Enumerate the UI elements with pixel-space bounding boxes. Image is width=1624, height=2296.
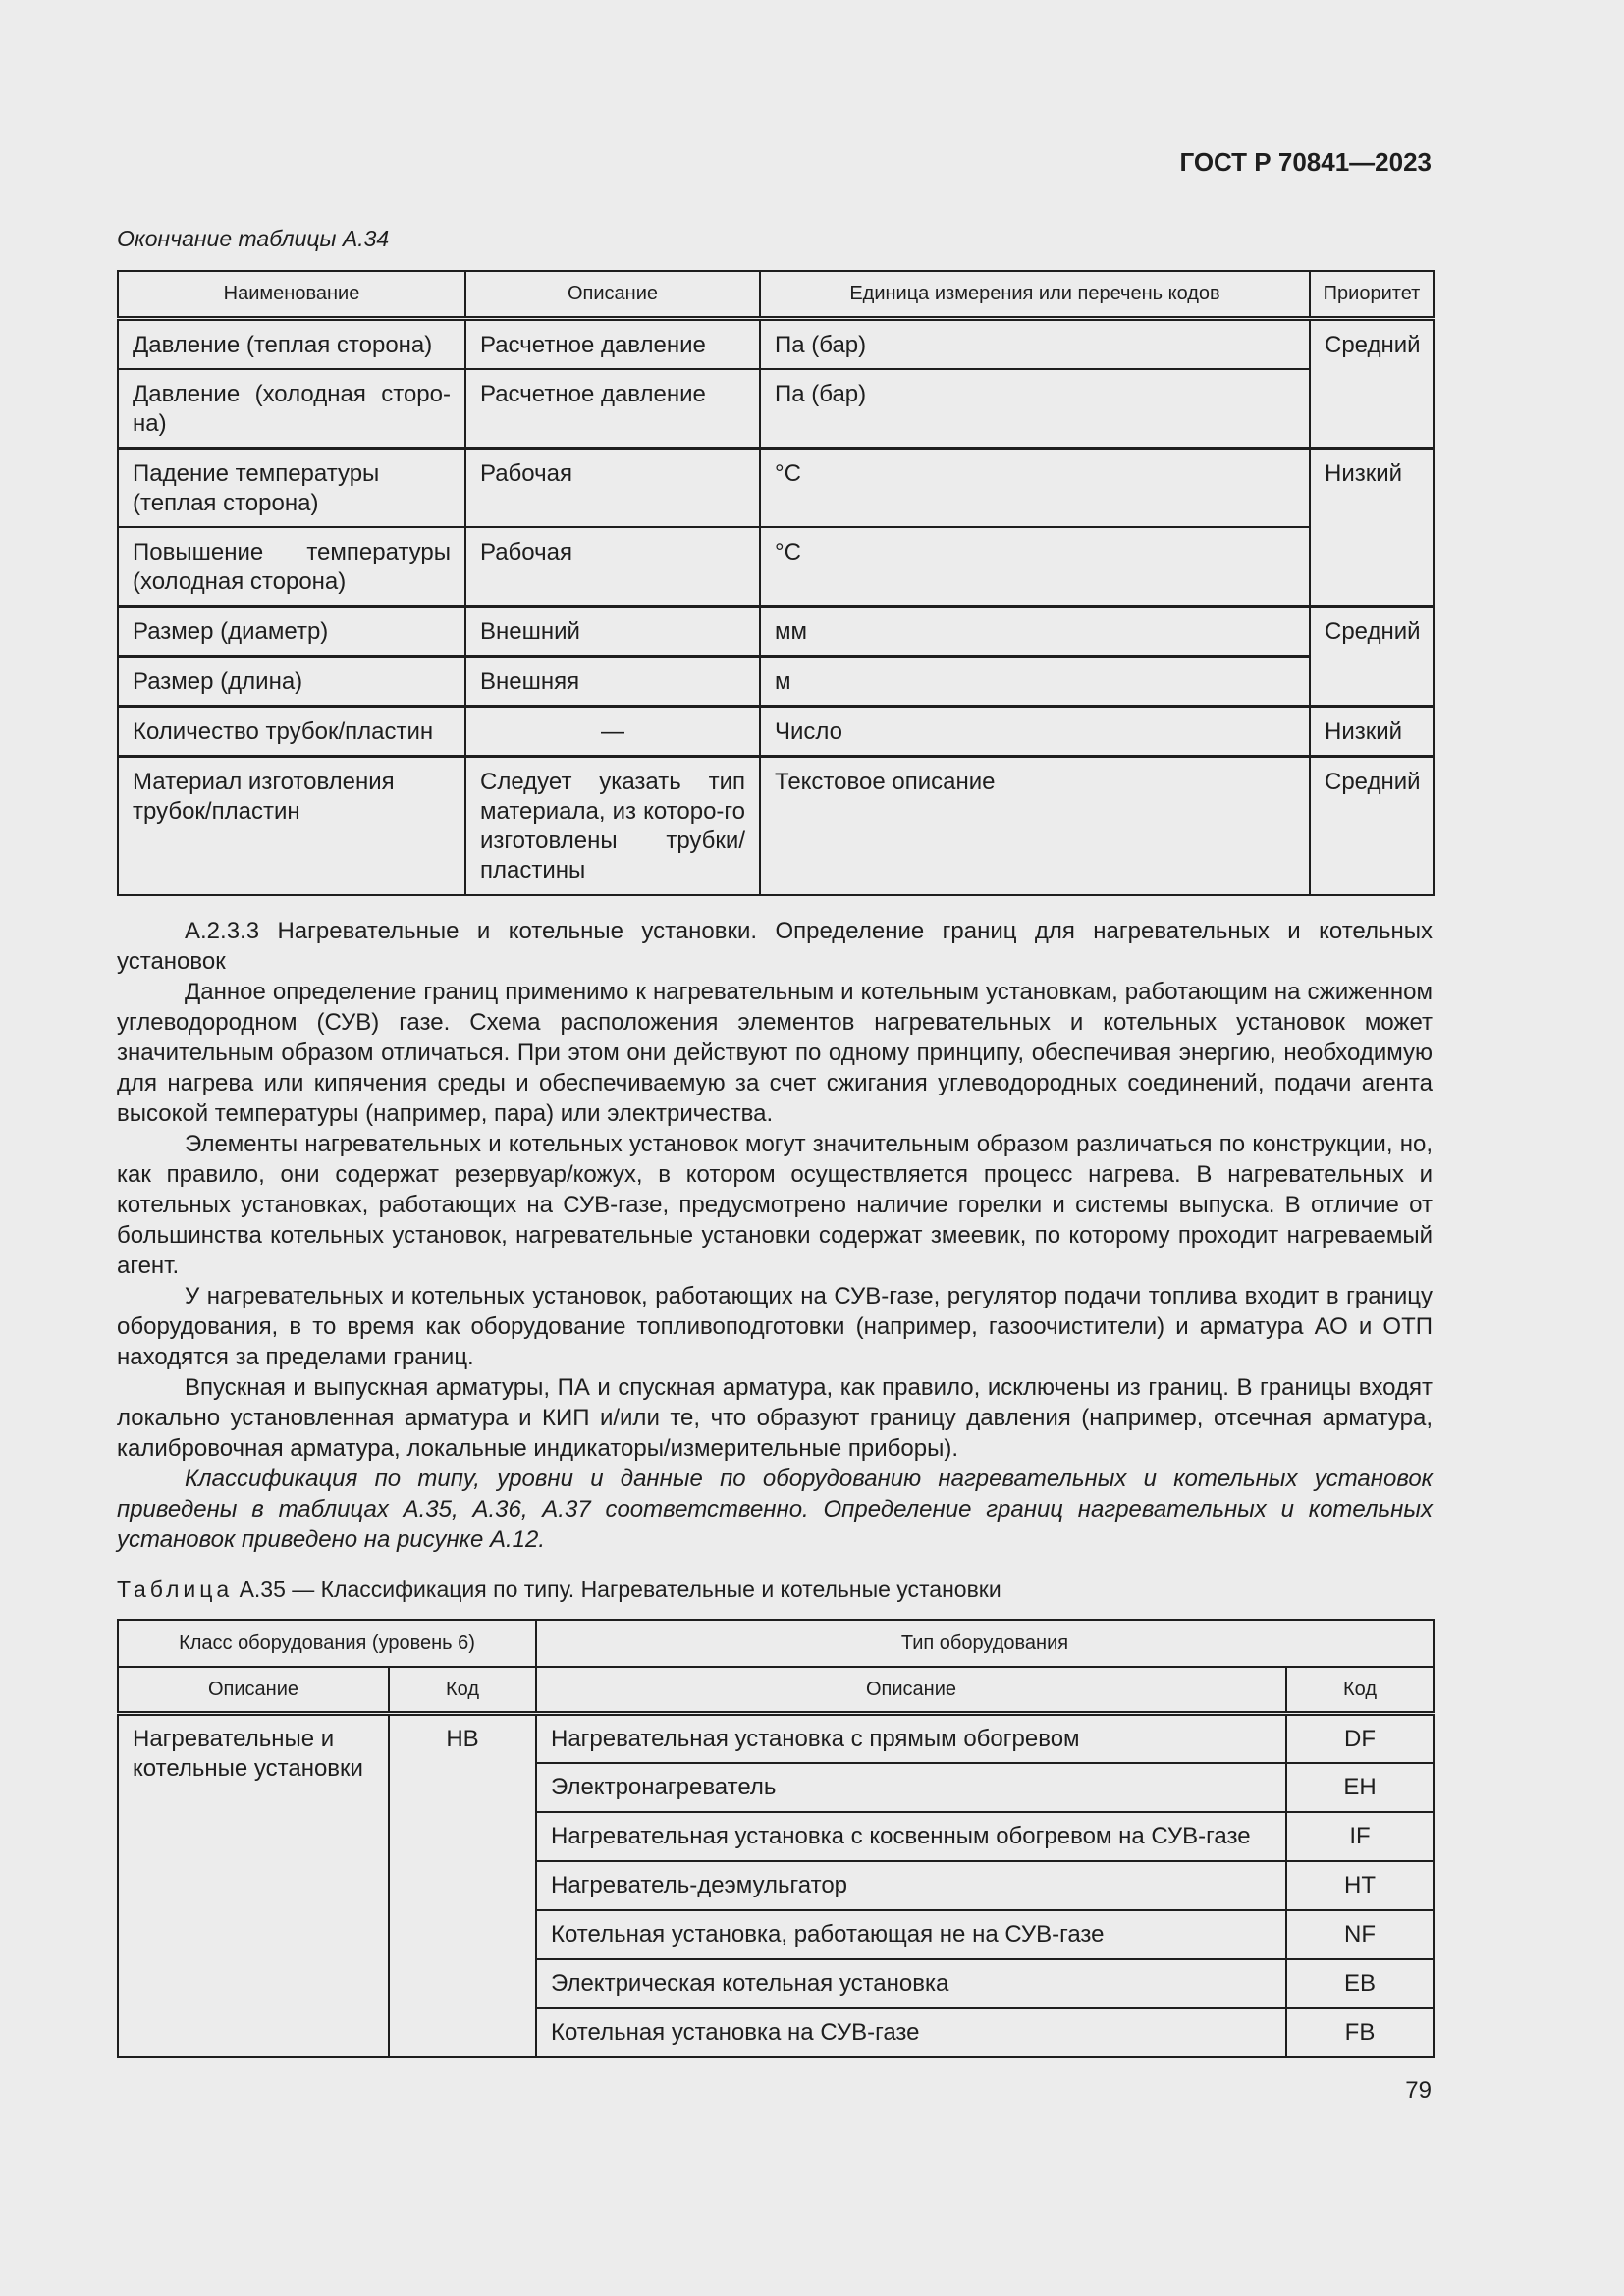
cell-description: Расчетное давление <box>465 319 760 370</box>
cell-type-description: Котельная установка, работающая не на СУВ-газе <box>536 1910 1286 1959</box>
cell-priority: Средний <box>1310 757 1434 895</box>
cell-description: Внешний <box>465 607 760 657</box>
cell-type-code: DF <box>1286 1714 1434 1763</box>
cell-name: Давление (теплая сторона) <box>118 319 465 370</box>
cell-unit: °C <box>760 449 1310 528</box>
cell-type-code: NF <box>1286 1910 1434 1959</box>
subheader-description: Описание <box>536 1667 1286 1714</box>
table-row <box>118 319 1434 370</box>
subheader-code: Код <box>389 1667 536 1714</box>
cell-type-code: EH <box>1286 1763 1434 1812</box>
table-caption-title: А.35 — Классификация по типу. Нагревательные и котельные установки <box>233 1576 1001 1602</box>
cell-type-code: FB <box>1286 2008 1434 2057</box>
table-row <box>118 527 1434 607</box>
cell-name: Давление (холодная сторо-на) <box>118 369 465 449</box>
column-header: Описание <box>465 271 760 319</box>
table-row <box>118 757 1434 895</box>
cell-name: Размер (длина) <box>118 657 465 707</box>
table-row <box>118 707 1434 757</box>
cell-description: — <box>465 707 760 757</box>
cell-unit: Па (бар) <box>760 319 1310 370</box>
paragraph-reference: Классификация по типу, уровни и данные по оборудованию нагревательных и котельных установок приведены в таблицах А.35, А.36, А.37 соответственно. Определение границ нагревательных и котельных установок приведено на рисунке А.12. <box>117 1466 1433 1553</box>
paragraph: Элементы нагревательных и котельных установок могут значительным образом различаться по конструкции, но, как правило, они содержат резервуар/кожух, в котором осуществляется процесс нагрева. В нагревательных и котельных установках, работающих на СУВ-газе, предусмотрено наличие горелки и системы выпуска. В отличие от большинства котельных установок, нагревательные установки содержат змеевик, по которому проходит нагреваемый агент. <box>117 1131 1433 1279</box>
cell-priority: Низкий <box>1310 707 1434 757</box>
cell-description: Рабочая <box>465 527 760 607</box>
cell-description: Внешняя <box>465 657 760 707</box>
document-id: ГОСТ Р 70841—2023 <box>1179 147 1432 177</box>
cell-type-code: IF <box>1286 1812 1434 1861</box>
table-a35 <box>117 1619 1435 2058</box>
cell-unit: Текстовое описание <box>760 757 1310 895</box>
cell-type-description: Электронагреватель <box>536 1763 1286 1812</box>
page-number: 79 <box>1405 2077 1432 2104</box>
cell-priority: Низкий <box>1310 449 1434 607</box>
table-row <box>118 657 1434 707</box>
cell-type-description: Нагреватель-деэмульгатор <box>536 1861 1286 1910</box>
cell-name: Повышение температуры (холодная сторона) <box>118 527 465 607</box>
table-row <box>118 449 1434 528</box>
cell-priority: Средний <box>1310 319 1434 449</box>
cell-description: Рабочая <box>465 449 760 528</box>
cell-unit: м <box>760 657 1310 707</box>
cell-unit: Па (бар) <box>760 369 1310 449</box>
cell-type-description: Электрическая котельная установка <box>536 1959 1286 2008</box>
column-header: Единица измерения или перечень кодов <box>760 271 1310 319</box>
column-header: Приоритет <box>1310 271 1434 319</box>
cell-class-code: HB <box>389 1714 536 2057</box>
section-heading-paragraph: А.2.3.3 Нагревательные и котельные установки. Определение границ для нагревательных и котельных установок <box>117 918 1433 975</box>
paragraph: У нагревательных и котельных установок, работающих на СУВ-газе, регулятор подачи топлива входит в границу оборудования, в то время как оборудование топливоподготовки (например, газоочистители) и арматура АО и ОТП находятся за пределами границ. <box>117 1283 1433 1370</box>
cell-type-description: Нагревательная установка с прямым обогревом <box>536 1714 1286 1763</box>
cell-type-code: HT <box>1286 1861 1434 1910</box>
subheader-code: Код <box>1286 1667 1434 1714</box>
cell-name: Падение температуры (теплая сторона) <box>118 449 465 528</box>
table-caption-label: Таблица <box>117 1576 234 1602</box>
cell-description: Следует указать тип материала, из которо-го изготовлены трубки/пластины <box>465 757 760 895</box>
header-equipment-type: Тип оборудования <box>536 1620 1434 1667</box>
cell-name: Размер (диаметр) <box>118 607 465 657</box>
cell-type-description: Котельная установка на СУВ-газе <box>536 2008 1286 2057</box>
body-text <box>117 916 1433 1555</box>
table-row <box>118 1714 1434 1763</box>
subheader-description: Описание <box>118 1667 389 1714</box>
cell-name: Материал изготовления трубок/пластин <box>118 757 465 895</box>
table-a34 <box>117 270 1435 896</box>
header-equipment-class: Класс оборудования (уровень 6) <box>118 1620 536 1667</box>
cell-type-code: EB <box>1286 1959 1434 2008</box>
cell-unit: Число <box>760 707 1310 757</box>
cell-priority: Средний <box>1310 607 1434 707</box>
paragraph: Данное определение границ применимо к нагревательным и котельным установкам, работающим на сжиженном углеводородном (СУВ) газе. Схема расположения элементов нагревательных и котельных установок может значительным образом отличаться. При этом они действуют по одному принципу, обеспечивая энергию, необходимую для нагрева или кипячения среды и обеспечиваемую за счет сжигания углеводородных соединений, подачи агента высокой температуры (например, пара) или электричества. <box>117 979 1433 1127</box>
table-caption <box>117 1576 1001 1603</box>
cell-description: Расчетное давление <box>465 369 760 449</box>
column-header: Наименование <box>118 271 465 319</box>
table-row <box>118 369 1434 449</box>
table-row <box>118 607 1434 657</box>
table-caption-continuation: Окончание таблицы А.34 <box>117 226 390 251</box>
cell-unit: °C <box>760 527 1310 607</box>
paragraph: Впускная и выпускная арматуры, ПА и спускная арматура, как правило, исключены из границ. В границы входят локально установленная арматура и КИП и/или те, что образуют границу давления (например, отсечная арматура, калибровочная арматура, локальные индикаторы/измерительные приборы). <box>117 1374 1433 1462</box>
cell-unit: мм <box>760 607 1310 657</box>
cell-name: Количество трубок/пластин <box>118 707 465 757</box>
cell-type-description: Нагревательная установка с косвенным обогревом на СУВ-газе <box>536 1812 1286 1861</box>
cell-class-description: Нагревательные и котельные установки <box>118 1714 389 2057</box>
